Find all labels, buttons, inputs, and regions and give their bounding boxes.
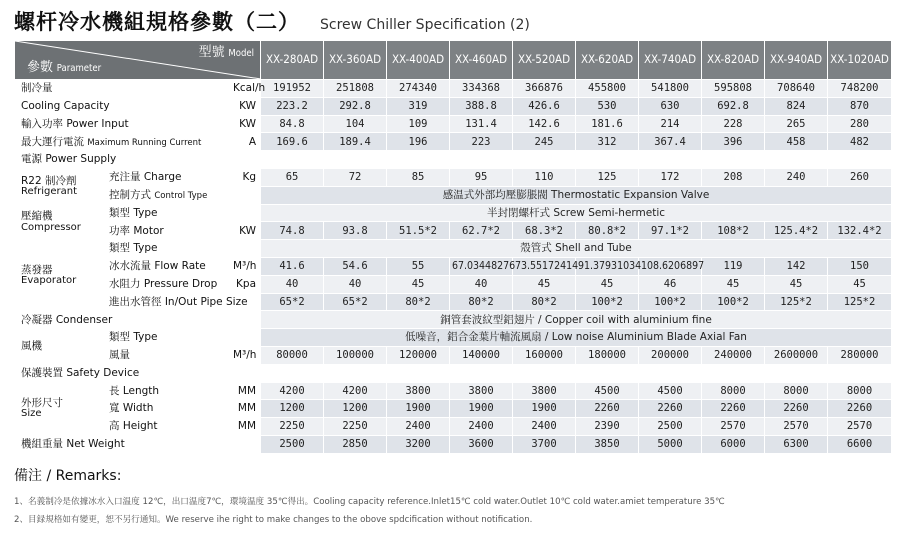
value-cell: 319	[387, 97, 450, 115]
page-title-row	[14, 6, 530, 36]
value-cell: 2570	[828, 418, 892, 436]
spec-table	[14, 40, 892, 454]
value-cell: 51.5*2	[387, 222, 450, 240]
row-r22-charge	[15, 168, 892, 186]
page-title-en: Screw Chiller Specification (2)	[320, 17, 530, 33]
value-cell: 530	[576, 97, 639, 115]
value-cell: 274340	[387, 80, 450, 98]
value-cell: 2250	[324, 418, 387, 436]
value-cell: 240000	[702, 346, 765, 364]
value-cell: 3600	[450, 435, 513, 453]
value-cell: 1900	[513, 400, 576, 418]
group-label-compressor: 壓縮機 Compressor	[15, 204, 107, 240]
value-cell: 108*2	[702, 222, 765, 240]
model-header: XX-280AD	[261, 41, 324, 80]
row-sublabel: 功率 Motor	[107, 222, 231, 240]
value-cell: 100000	[324, 346, 387, 364]
value-cell: 223	[450, 133, 513, 151]
header-corner	[15, 41, 261, 80]
value-cell: 109	[387, 115, 450, 133]
value-cell: 2570	[765, 418, 828, 436]
row-sublabel: 寬 Width	[107, 400, 231, 418]
row-unit: Kg	[231, 168, 261, 186]
value-cell: 8000	[828, 382, 892, 400]
value-cell: 125	[576, 168, 639, 186]
model-header: XX-740AD	[639, 41, 702, 80]
row-evaporator-flow	[15, 257, 892, 275]
remark-line: 1、名義制冷是依據冰水入口温度 12℃，出口温度7℃，環境温度 35℃得出。Cooling capacity reference.Inlet15℃ cold water.Outlet 10℃ cold water.amiet temperature 35℃	[14, 497, 725, 507]
row-safety	[15, 364, 892, 382]
value-cell: 93.8	[324, 222, 387, 240]
value-cell: 169.6	[261, 133, 324, 151]
value-cell: 8000	[702, 382, 765, 400]
value-cell: 45	[702, 275, 765, 293]
row-power-supply	[15, 151, 892, 169]
value-cell: 95	[450, 168, 513, 186]
value-cell: 1200	[261, 400, 324, 418]
row-sublabel: 進出水管徑 In/Out Pipe Size	[107, 293, 261, 311]
row-compressor-motor	[15, 222, 892, 240]
row-fan-air	[15, 346, 892, 364]
model-label: 型號 Model	[198, 45, 255, 60]
value-cell: 181.6	[576, 115, 639, 133]
row-cooling-kcal	[15, 80, 892, 98]
row-label: 保護裝置 Safety Device	[15, 364, 261, 382]
blank-span	[261, 364, 892, 382]
span-value: 半封閉螺杆式 Screw Semi-hermetic	[261, 204, 892, 222]
value-cell: 191952	[261, 80, 324, 98]
model-header: XX-360AD	[324, 41, 387, 80]
value-cell: 4500	[576, 382, 639, 400]
header-row	[15, 41, 892, 80]
value-cell: 595808	[702, 80, 765, 98]
row-label: 制冷量	[15, 80, 231, 98]
row-unit: M³/h	[231, 257, 261, 275]
row-compressor-type	[15, 204, 892, 222]
value-cell: 40	[450, 275, 513, 293]
value-cell: 2600000	[765, 346, 828, 364]
row-net-weight	[15, 435, 892, 453]
value-cell: 2260	[639, 400, 702, 418]
value-cell: 67.03448276	[450, 257, 513, 275]
value-cell: 125.4*2	[765, 222, 828, 240]
blank-span	[261, 151, 892, 169]
value-cell: 223.2	[261, 97, 324, 115]
row-sublabel: 控制方式 Control Type	[107, 186, 261, 204]
value-cell: 85	[387, 168, 450, 186]
value-cell: 2260	[576, 400, 639, 418]
value-cell: 45	[387, 275, 450, 293]
value-cell: 2390	[576, 418, 639, 436]
value-cell: 4200	[261, 382, 324, 400]
value-cell: 41.6	[261, 257, 324, 275]
value-cell: 8000	[765, 382, 828, 400]
value-cell: 4200	[324, 382, 387, 400]
value-cell: 2400	[513, 418, 576, 436]
row-sublabel: 高 Height	[107, 418, 231, 436]
row-control-type	[15, 186, 892, 204]
value-cell: 3200	[387, 435, 450, 453]
value-cell: 40	[261, 275, 324, 293]
value-cell: 708640	[765, 80, 828, 98]
model-header: XX-820AD	[702, 41, 765, 80]
value-cell: 172	[639, 168, 702, 186]
value-cell: 2400	[387, 418, 450, 436]
value-cell: 80.8*2	[576, 222, 639, 240]
model-header: XX-460AD	[450, 41, 513, 80]
value-cell: 280000	[828, 346, 892, 364]
value-cell: 110	[513, 168, 576, 186]
row-condenser	[15, 311, 892, 329]
group-label-refrigerant: R22 制冷劑 Refrigerant	[15, 168, 107, 204]
model-header: XX-400AD	[387, 41, 450, 80]
row-unit: KW	[231, 115, 261, 133]
span-value: 銅管套波紋型鋁翅片 / Copper coil with aluminium fine	[261, 311, 892, 329]
value-cell: 3700	[513, 435, 576, 453]
row-unit: MM	[231, 382, 261, 400]
span-value: 低噪音，鋁合金葉片軸流風扇 / Low noise Aluminium Blade Axial Fan	[261, 329, 892, 347]
value-cell: 65*2	[261, 293, 324, 311]
value-cell: 2250	[261, 418, 324, 436]
row-sublabel: 類型 Type	[107, 204, 261, 222]
row-sublabel: 充注量 Charge	[107, 168, 231, 186]
page-title-zh: 螺杆冷水機組規格參數（二）	[14, 10, 300, 34]
value-cell: 65*2	[324, 293, 387, 311]
row-sublabel: 類型 Type	[107, 329, 261, 347]
row-power-input	[15, 115, 892, 133]
row-unit: Kcal/h	[231, 80, 261, 98]
value-cell: 6000	[702, 435, 765, 453]
value-cell: 2500	[639, 418, 702, 436]
value-cell: 120000	[387, 346, 450, 364]
value-cell: 396	[702, 133, 765, 151]
value-cell: 2850	[324, 435, 387, 453]
row-label: 機組重量 Net Weight	[15, 435, 261, 453]
value-cell: 2260	[765, 400, 828, 418]
value-cell: 692.8	[702, 97, 765, 115]
group-label-evaporator: 蒸發器 Evaporator	[15, 240, 107, 311]
row-evaporator-drop	[15, 275, 892, 293]
value-cell: 189.4	[324, 133, 387, 151]
value-cell: 104	[324, 115, 387, 133]
value-cell: 455800	[576, 80, 639, 98]
value-cell: 312	[576, 133, 639, 151]
row-label: 最大運行電流 Maximum Running Current	[15, 133, 231, 151]
value-cell: 1900	[450, 400, 513, 418]
value-cell: 45	[513, 275, 576, 293]
model-header: XX-620AD	[576, 41, 639, 80]
value-cell: 748200	[828, 80, 892, 98]
row-size-height	[15, 418, 892, 436]
value-cell: 45	[828, 275, 892, 293]
value-cell: 2570	[702, 418, 765, 436]
row-sublabel: 風量	[107, 346, 231, 364]
value-cell: 3800	[387, 382, 450, 400]
row-sublabel: 水阻力 Pressure Drop	[107, 275, 231, 293]
value-cell: 140000	[450, 346, 513, 364]
value-cell: 1900	[387, 400, 450, 418]
value-cell: 6600	[828, 435, 892, 453]
value-cell: 367.4	[639, 133, 702, 151]
value-cell: 80*2	[450, 293, 513, 311]
span-value: 感温式外部均壓膨脹閥 Thermostatic Expansion Valve	[261, 186, 892, 204]
value-cell: 180000	[576, 346, 639, 364]
value-cell: 2260	[828, 400, 892, 418]
value-cell: 5000	[639, 435, 702, 453]
value-cell: 142	[765, 257, 828, 275]
row-size-width	[15, 400, 892, 418]
value-cell: 251808	[324, 80, 387, 98]
value-cell: 426.6	[513, 97, 576, 115]
value-cell: 245	[513, 133, 576, 151]
value-cell: 6300	[765, 435, 828, 453]
row-label: 冷凝器 Condenser	[15, 311, 261, 329]
model-header: XX-520AD	[513, 41, 576, 80]
value-cell: 131.4	[450, 115, 513, 133]
value-cell: 630	[639, 97, 702, 115]
value-cell: 73.55172414	[513, 257, 576, 275]
value-cell: 91.37931034	[576, 257, 639, 275]
row-unit: KW	[231, 97, 261, 115]
value-cell: 132.4*2	[828, 222, 892, 240]
value-cell: 214	[639, 115, 702, 133]
row-unit: M³/h	[231, 346, 261, 364]
row-max-current	[15, 133, 892, 151]
row-sublabel: 長 Length	[107, 382, 231, 400]
value-cell: 108.6206897	[639, 257, 702, 275]
row-unit: MM	[231, 400, 261, 418]
row-label: Cooling Capacity	[15, 97, 231, 115]
value-cell: 65	[261, 168, 324, 186]
value-cell: 208	[702, 168, 765, 186]
value-cell: 160000	[513, 346, 576, 364]
group-label-size: 外形尺寸 Size	[15, 382, 107, 435]
value-cell: 292.8	[324, 97, 387, 115]
row-evaporator-pipe	[15, 293, 892, 311]
value-cell: 2400	[450, 418, 513, 436]
row-unit: A	[231, 133, 261, 151]
model-header: XX-1020AD	[828, 41, 892, 80]
value-cell: 4500	[639, 382, 702, 400]
value-cell: 97.1*2	[639, 222, 702, 240]
value-cell: 45	[765, 275, 828, 293]
value-cell: 72	[324, 168, 387, 186]
value-cell: 119	[702, 257, 765, 275]
row-fan-type	[15, 329, 892, 347]
value-cell: 1200	[324, 400, 387, 418]
value-cell: 46	[639, 275, 702, 293]
value-cell: 142.6	[513, 115, 576, 133]
model-header: XX-940AD	[765, 41, 828, 80]
row-label: 電源 Power Supply	[15, 151, 261, 169]
remark-line: 2、目録規格如有變更，恕不另行通知。We reserve ihe right to make changes to the obove spdcification without notification.	[14, 515, 533, 525]
parameter-label: 參數 Parameter	[27, 60, 102, 75]
value-cell: 2500	[261, 435, 324, 453]
value-cell: 40	[324, 275, 387, 293]
value-cell: 541800	[639, 80, 702, 98]
remarks-title: 備注 / Remarks:	[14, 468, 122, 484]
value-cell: 3800	[513, 382, 576, 400]
value-cell: 100*2	[576, 293, 639, 311]
value-cell: 458	[765, 133, 828, 151]
value-cell: 3850	[576, 435, 639, 453]
row-unit: Kpa	[231, 275, 261, 293]
value-cell: 54.6	[324, 257, 387, 275]
value-cell: 74.8	[261, 222, 324, 240]
value-cell: 482	[828, 133, 892, 151]
row-sublabel: 冰水流量 Flow Rate	[107, 257, 231, 275]
value-cell: 45	[576, 275, 639, 293]
value-cell: 100*2	[639, 293, 702, 311]
value-cell: 870	[828, 97, 892, 115]
value-cell: 80*2	[387, 293, 450, 311]
value-cell: 80*2	[513, 293, 576, 311]
value-cell: 3800	[450, 382, 513, 400]
row-unit: MM	[231, 418, 261, 436]
value-cell: 150	[828, 257, 892, 275]
value-cell: 100*2	[702, 293, 765, 311]
value-cell: 240	[765, 168, 828, 186]
row-size-length	[15, 382, 892, 400]
value-cell: 62.7*2	[450, 222, 513, 240]
row-evaporator-type	[15, 240, 892, 258]
value-cell: 80000	[261, 346, 324, 364]
value-cell: 260	[828, 168, 892, 186]
value-cell: 125*2	[765, 293, 828, 311]
group-label-fan: 風機	[15, 329, 107, 365]
value-cell: 280	[828, 115, 892, 133]
value-cell: 366876	[513, 80, 576, 98]
value-cell: 824	[765, 97, 828, 115]
value-cell: 388.8	[450, 97, 513, 115]
value-cell: 334368	[450, 80, 513, 98]
row-unit: KW	[231, 222, 261, 240]
value-cell: 200000	[639, 346, 702, 364]
remarks-section	[14, 465, 725, 531]
value-cell: 125*2	[828, 293, 892, 311]
value-cell: 2260	[702, 400, 765, 418]
value-cell: 84.8	[261, 115, 324, 133]
value-cell: 55	[387, 257, 450, 275]
value-cell: 68.3*2	[513, 222, 576, 240]
row-label: 輸入功率 Power Input	[15, 115, 231, 133]
row-sublabel: 類型 Type	[107, 240, 261, 258]
row-cooling-kw	[15, 97, 892, 115]
value-cell: 196	[387, 133, 450, 151]
value-cell: 265	[765, 115, 828, 133]
span-value: 殼管式 Shell and Tube	[261, 240, 892, 258]
value-cell: 228	[702, 115, 765, 133]
